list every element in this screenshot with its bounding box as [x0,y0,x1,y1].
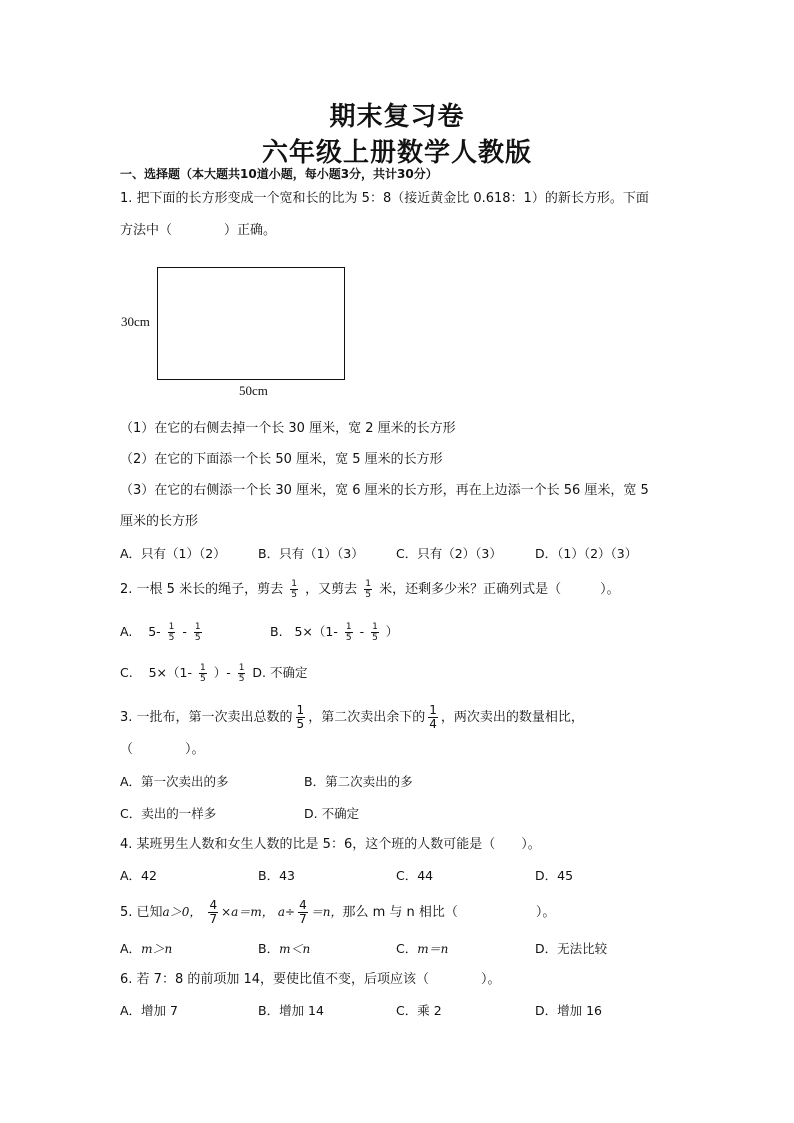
q4-option-c[interactable]: C．44 [396,868,434,883]
q2-stem-part2: ，又剪去 [305,582,358,597]
q2-fraction: $\frac{1}{5}$ [199,663,206,684]
q3-option-d[interactable]: D. 不确定 [304,806,360,821]
q5-fraction: $\frac{4}{7}$ [299,898,307,926]
q2-option-c[interactable]: C. 5×（1- $\frac{1}{5}$ ）- $\frac{1}{5}$ D. 不确定 [120,663,308,684]
q2-option-b[interactable]: B. 5×（1- $\frac{1}{5}$ - $\frac{1}{5}$ ） [270,622,399,643]
q2-fraction: $\frac{1}{5}$ [345,622,352,643]
exam-subtitle: 六年级上册数学人教版 [261,138,532,168]
q1-height-label: 30cm [121,314,150,329]
q1-stem-line1: 1. 把下面的长方形变成一个宽和长的比为 5：8（接近黄金比 0.618：1）的新长方形。下面 [120,191,649,206]
q3-fraction-1: $\frac{1}{5}$ [296,703,305,731]
q3-stem: 3. 一批布，第一次卖出总数的 $\frac{1}{5}$ ，第二次卖出余下的 $\frac{1}{4}$ ，两次卖出的数量相比， [120,703,584,731]
q5-option-a[interactable]: A．m＞n [120,941,173,956]
q1-method-1: （1）在它的右侧去掉一个长 30 厘米，宽 2 厘米的长方形 [120,421,456,436]
q6-option-a[interactable]: A．增加 7 [120,1003,178,1018]
q3-stem-line2: （ ）。 [120,742,205,757]
q1-option-b[interactable]: B．只有（1）（3） [258,546,364,561]
q4-option-b[interactable]: B．43 [258,868,295,883]
q1-option-a[interactable]: A．只有（1）（2） [120,546,226,561]
q3-option-a[interactable]: A．第一次卖出的多 [120,774,229,789]
q6-option-c[interactable]: C．乘 2 [396,1003,442,1018]
q1-method-3-line2: 厘米的长方形 [120,514,199,529]
q5-fraction: $\frac{4}{7}$ [209,898,218,926]
q3-option-b[interactable]: B．第二次卖出的多 [304,774,413,789]
q1-rectangle-figure [157,267,345,380]
q6-option-d[interactable]: D．增加 16 [535,1003,603,1018]
q2-option-d[interactable]: D. 不确定 [252,665,308,680]
section-heading: 一、选择题（本大题共10道小题，每小题3分，共计30分） [120,167,438,181]
q2-fraction: $\frac{1}{5}$ [168,622,175,643]
q2-option-a[interactable]: A. 5- $\frac{1}{5}$ - $\frac{1}{5}$ [120,622,201,643]
q5-option-d[interactable]: D．无法比较 [535,941,608,956]
q5-option-c[interactable]: C．m＝n [396,941,449,956]
exam-title: 期末复习卷 [329,102,465,132]
q2-fraction: $\frac{1}{5}$ [194,622,201,643]
q2-stem-part3: 米，还剩多少米？正确列式是（ ）。 [379,582,620,597]
q1-width-label: 50cm [239,383,268,398]
q2-stem-part1: 2. 一根 5 米长的绳子，剪去 [120,582,284,597]
q5-stem: 5. 已知a＞0， $\frac{4}{7}$ ×a＝m， a÷ $\frac{4}{7}$ ＝n，那么 m 与 n 相比（ ）。 [120,898,556,926]
q2-stem [120,579,620,601]
q3-fraction-2: $\frac{1}{4}$ [429,703,437,731]
q2-fraction: $\frac{1}{5}$ [372,622,378,643]
q2-fraction: $\frac{1}{5}$ [291,579,297,600]
q1-option-c[interactable]: C．只有（2）（3） [396,546,502,561]
q2-fraction: $\frac{1}{5}$ [238,663,245,684]
q1-stem-line2: 方法中（ ）正确。 [120,223,277,238]
q1-method-2: （2）在它的下面添一个长 50 厘米，宽 5 厘米的长方形 [120,452,443,467]
q6-stem: 6. 若 7：8 的前项加 14，要使比值不变，后项应该（ ）。 [120,972,501,987]
q6-option-b[interactable]: B．增加 14 [258,1003,324,1018]
q2-fraction: $\frac{1}{5}$ [365,579,371,600]
q1-option-d[interactable]: D．（1）（2）（3） [535,546,638,561]
q5-option-b[interactable]: B．m＜n [258,941,311,956]
q3-option-c[interactable]: C．卖出的一样多 [120,806,217,821]
q4-option-d[interactable]: D．45 [535,868,574,883]
q4-option-a[interactable]: A．42 [120,868,157,883]
q1-method-3-line1: （3）在它的右侧添一个长 30 厘米，宽 6 厘米的长方形，再在上边添一个长 56 厘米，宽 5 [120,483,649,498]
q4-stem: 4. 某班男生人数和女生人数的比是 5：6，这个班的人数可能是（ ）。 [120,837,541,852]
